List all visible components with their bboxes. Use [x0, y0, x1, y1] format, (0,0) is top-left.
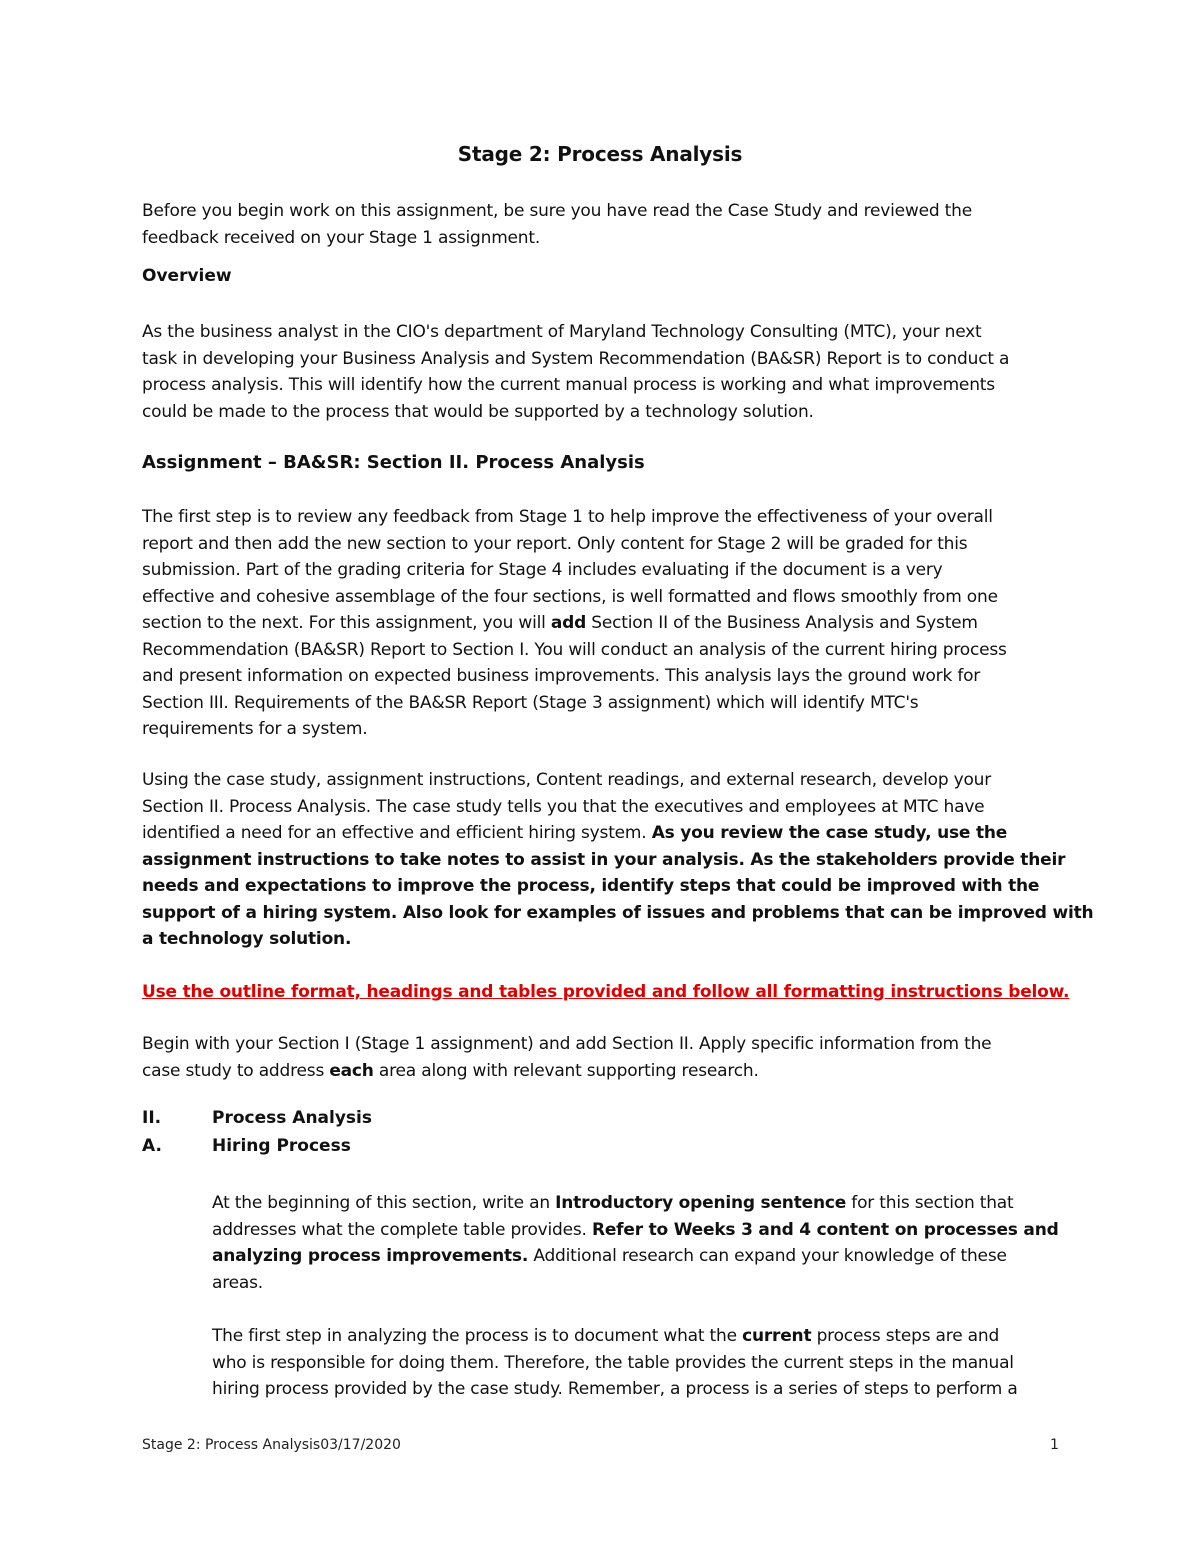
- outline-heading-process-analysis: Process Analysis: [212, 1108, 372, 1128]
- overview-line: task in developing your Business Analysis and System Recommendation (BA&SR) Report is to conduct a: [142, 348, 1010, 369]
- hiring-bold-text: Introductory opening sentence: [555, 1193, 847, 1213]
- each-emphasis: each: [329, 1060, 374, 1081]
- outline-number: A.: [142, 1136, 162, 1156]
- first-step-line: who is responsible for doing them. Therefore, the table provides the current steps in the manual: [212, 1352, 1014, 1373]
- intro-line: feedback received on your Stage 1 assignment.: [142, 227, 541, 248]
- using-line: support of a hiring system. Also look for examples of issues and problems that can be improved with: [142, 902, 1094, 923]
- hiring-text: for this section that: [846, 1193, 1014, 1213]
- assignment-line: effective and cohesive assemblage of the four sections, is well formatted and flows smoothly from one: [142, 586, 998, 607]
- hiring-bold-text: Refer to Weeks 3 and 4 content on processes and: [591, 1219, 1059, 1240]
- assignment-line: requirements for a system.: [142, 719, 368, 739]
- first-step-paragraph: [212, 1323, 1072, 1403]
- assignment-line: Section III. Requirements of the BA&SR Report (Stage 3 assignment) which will identify MTC's: [142, 692, 919, 713]
- begin-paragraph: [142, 1031, 1082, 1084]
- assignment-line: Recommendation (BA&SR) Report to Section I. You will conduct an analysis of the current hiring process: [142, 639, 1007, 660]
- assignment-heading: Assignment – BA&SR: Section II. Process Analysis: [142, 452, 645, 473]
- using-line: Using the case study, assignment instructions, Content readings, and external research, develop your: [142, 770, 992, 790]
- assignment-line: and present information on expected business improvements. This analysis lays the ground work for: [142, 666, 981, 686]
- first-step-text: The first step in analyzing the process is to document what the: [212, 1326, 743, 1346]
- page-number: 1: [1050, 1437, 1059, 1453]
- hiring-intro-line: [212, 1190, 1072, 1217]
- intro-line: Before you begin work on this assignment, be sure you have read the Case Study and reviewed the: [142, 201, 972, 221]
- assignment-text: section to the next. For this assignment, you will: [142, 613, 551, 633]
- using-line: assignment instructions to take notes to assist in your analysis. As the stakeholders provide their: [142, 849, 1066, 870]
- page-title: Stage 2: Process Analysis: [457, 142, 743, 166]
- assignment-text: Section II of the Business Analysis and System: [586, 613, 978, 633]
- add-emphasis: add: [550, 613, 587, 633]
- overview-line: As the business analyst in the CIO's department of Maryland Technology Consulting (MTC), your next: [142, 322, 982, 342]
- current-emphasis: current: [742, 1326, 812, 1346]
- using-line: needs and expectations to improve the process, identify steps that could be improved with the: [142, 876, 1040, 896]
- begin-line: Begin with your Section I (Stage 1 assignment) and add Section II. Apply specific information from the: [142, 1034, 992, 1054]
- hiring-text: Additional research can expand your knowledge of these: [528, 1246, 1007, 1266]
- begin-text: case study to address: [142, 1060, 330, 1081]
- red-instruction: Use the outline format, headings and tables provided and follow all formatting instructions below.: [142, 982, 1070, 1002]
- using-bold-text: As you review the case study, use the: [651, 823, 1008, 843]
- hiring-text: addresses what the complete table provides.: [212, 1219, 592, 1240]
- overview-paragraph: [142, 319, 1082, 425]
- footer-text: Stage 2: Process Analysis03/17/2020: [142, 1437, 401, 1453]
- assignment-paragraph: [142, 504, 1082, 743]
- hiring-intro-paragraph: [212, 1190, 1072, 1296]
- hiring-intro-line: [212, 1243, 1072, 1270]
- first-step-line: [212, 1323, 1072, 1350]
- using-line: a technology solution.: [142, 929, 352, 949]
- assignment-line: The first step is to review any feedback from Stage 1 to help improve the effectiveness of your overall: [142, 507, 993, 527]
- hiring-text: At the beginning of this section, write an: [212, 1193, 556, 1213]
- hiring-intro-line: [212, 1217, 1072, 1244]
- overview-line: process analysis. This will identify how the current manual process is working and what improvements: [142, 375, 995, 395]
- assignment-line: submission. Part of the grading criteria for Stage 4 includes evaluating if the document is a very: [142, 560, 943, 580]
- using-text: identified a need for an effective and efficient hiring system.: [142, 823, 652, 843]
- outline-number: II.: [142, 1108, 162, 1128]
- using-line: [142, 820, 1082, 847]
- overview-heading: Overview: [142, 266, 232, 286]
- overview-line: could be made to the process that would be supported by a technology solution.: [142, 401, 814, 422]
- intro-paragraph: [142, 198, 1082, 251]
- begin-text: area along with relevant supporting research.: [373, 1060, 759, 1081]
- using-paragraph: [142, 767, 1094, 953]
- assignment-line: report and then add the new section to your report. Only content for Stage 2 will be graded for this: [142, 533, 968, 554]
- using-line: Section II. Process Analysis. The case study tells you that the executives and employees at MTC have: [142, 796, 985, 817]
- begin-line: [142, 1058, 1082, 1085]
- outline-heading-hiring-process: Hiring Process: [212, 1136, 351, 1156]
- first-step-line: hiring process provided by the case study. Remember, a process is a series of steps to perform a: [212, 1379, 1018, 1399]
- assignment-line: [142, 610, 1082, 637]
- first-step-text: process steps are and: [811, 1326, 1000, 1346]
- hiring-bold-text: analyzing process improvements.: [212, 1246, 529, 1266]
- hiring-intro-line: areas.: [212, 1272, 263, 1293]
